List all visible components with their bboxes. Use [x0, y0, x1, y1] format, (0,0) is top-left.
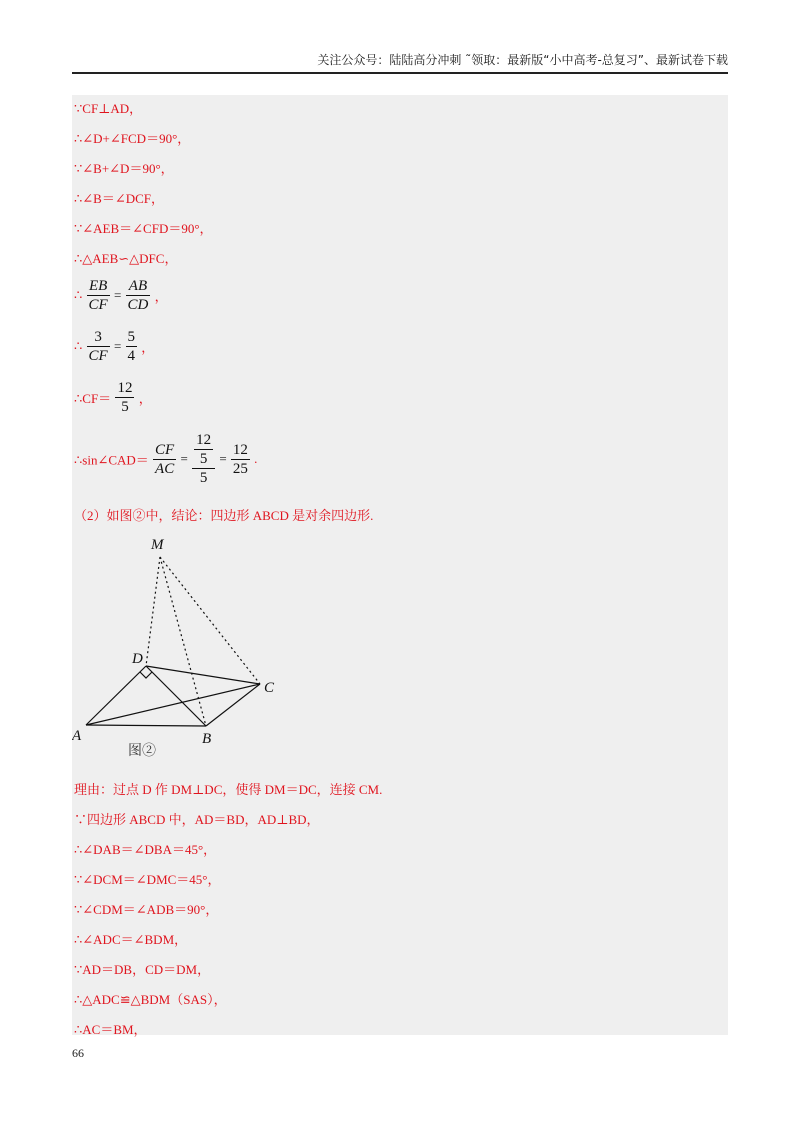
text-line: ∴∠DAB＝∠DBA＝45°，: [74, 842, 217, 857]
text-line: ∴∠B＝∠DCF，: [74, 191, 165, 206]
fraction: $\frac{EB}{CF}$: [88, 278, 108, 313]
fraction: $\frac{12}{5}$: [117, 380, 133, 415]
text-line: ∴∠D+∠FCD＝90°，: [74, 131, 191, 146]
text-line: ∵∠DCM＝∠DMC＝45°，: [74, 872, 221, 887]
fraction: $\frac{5}{4}$: [127, 329, 136, 364]
label-d: D: [132, 651, 143, 667]
therefore-symbol: ∴: [74, 287, 83, 303]
segment-db: [146, 666, 206, 726]
segment-md: [146, 557, 160, 666]
segment-ab: [86, 725, 206, 726]
ratio-line: ∴ $\frac{EB}{CF}$ = $\frac{AB}{CD}$ ，: [74, 278, 168, 313]
text-line: ∵∠CDM＝∠ADB＝90°，: [74, 902, 219, 917]
right-angle-mark: [140, 672, 152, 678]
label-b: B: [202, 731, 212, 747]
segment-dc: [146, 666, 260, 684]
fraction: $\frac{12}{25}$: [232, 441, 248, 477]
fraction: $\frac{AB}{CD}$: [127, 278, 149, 313]
label-m: M: [151, 537, 164, 553]
text-line: ∵AD＝DB，CD＝DM，: [74, 962, 211, 977]
ratio-line: ∴ $\frac{3}{CF}$ = $\frac{5}{4}$ ，: [74, 329, 155, 364]
label-a: A: [72, 728, 82, 744]
fraction: $\frac{12}{5}$: [196, 432, 212, 467]
text-line: ∵∠AEB＝∠CFD＝90°，: [74, 221, 213, 236]
text-line: ∵四边形 ABCD 中，AD＝BD，AD⊥BD，: [74, 812, 320, 827]
segment-ad: [86, 666, 146, 725]
text-line: ∴△ADC≌△BDM（SAS），: [74, 992, 227, 1007]
solution-panel: [72, 95, 728, 1035]
figure-caption: 图②: [128, 743, 156, 759]
text-line: 理由：过点 D 作 DM⊥DC，使得 DM＝DC，连接 CM.: [74, 782, 383, 797]
text-line: ∵CF⊥AD，: [74, 101, 143, 116]
page-number: 66: [72, 1046, 84, 1060]
geometry-figure: [72, 535, 332, 765]
text-line: （2）如图②中，结论：四边形 ABCD 是对余四边形.: [74, 508, 374, 523]
sine-line: ∴sin∠CAD＝ $\frac{CF}{AC}$ = $\frac{\frac{12}{5}}{5}$ = $\frac{12}{25}$ .: [74, 432, 258, 486]
fraction: $\frac{CF}{AC}$: [155, 441, 175, 477]
segment-mb: [160, 557, 206, 726]
label-c: C: [264, 680, 275, 696]
text-line: ∴∠ADC＝∠BDM，: [74, 932, 188, 947]
fraction: $\frac{3}{CF}$: [88, 329, 108, 364]
result-line: ∴CF＝ $\frac{12}{5}$ ，: [74, 380, 152, 415]
text-line: ∵∠B+∠D＝90°，: [74, 161, 174, 176]
compound-fraction: $\frac{\frac{12}{5}}{5}$: [192, 431, 215, 487]
text-line: ∴AC＝BM，: [74, 1022, 147, 1037]
segment-mc: [160, 557, 260, 684]
text-line: ∴△AEB∽△DFC，: [74, 251, 178, 266]
page-header: 关注公众号：陆陆高分冲刺 ˜领取：最新版“小中高考-总复习”、最新试卷下载: [72, 50, 728, 74]
